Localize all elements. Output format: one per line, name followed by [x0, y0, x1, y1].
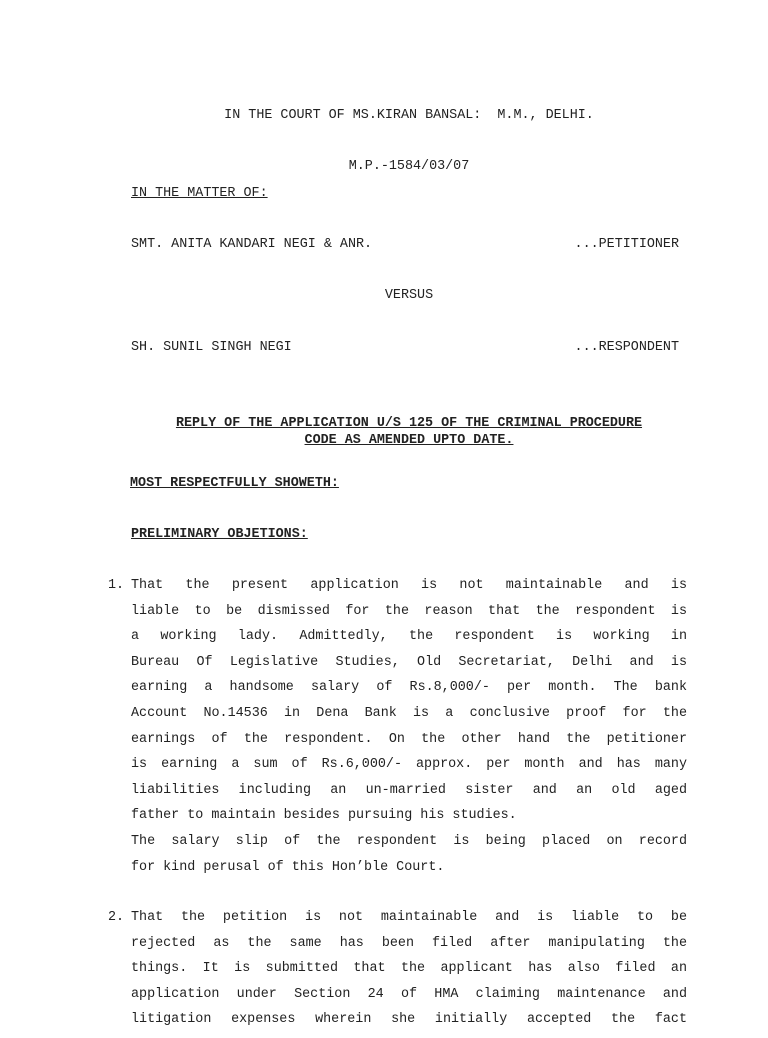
objection-line: That the petition is not maintainable and is liable to be: [131, 910, 687, 925]
respondent-role: ...RESPONDENT: [574, 340, 679, 355]
objection-line: Bureau Of Legislative Studies, Old Secretariat, Delhi and is: [131, 654, 687, 670]
objection-number: 2.: [108, 910, 125, 925]
preliminary-objections-heading: PRELIMINARY OBJETIONS:: [131, 527, 308, 542]
objection-line: is earning a sum of Rs.6,000/- approx. per month and has many: [131, 757, 687, 773]
objection-line: earnings of the respondent. On the other hand the petitioner: [131, 731, 687, 747]
court-heading: IN THE COURT OF MS.KIRAN BANSAL: M.M., DELHI.: [224, 108, 594, 123]
objection-text: [131, 910, 687, 1038]
objection-line: things. It is submitted that the applicant has also filed an: [131, 961, 687, 977]
showeth-heading: MOST RESPECTFULLY SHOWETH:: [130, 476, 339, 491]
objection-line: earning a handsome salary of Rs.8,000/- per month. The bank: [131, 680, 687, 696]
objection-line: That the present application is not maintainable and is: [131, 578, 687, 593]
objection-line: a working lady. Admittedly, the respondent is working in: [131, 629, 687, 645]
case-number: M.P.-1584/03/07: [348, 159, 470, 174]
objection-line: Account No.14536 in Dena Bank is a conclusive proof for the: [131, 705, 687, 721]
objection-line: liable to be dismissed for the reason that the respondent is: [131, 603, 687, 619]
objection-line: father to maintain besides pursuing his studies.: [131, 808, 517, 824]
objection-line: The salary slip of the respondent is being placed on record: [131, 833, 687, 849]
reply-title-line-2: CODE AS AMENDED UPTO DATE.: [304, 433, 514, 448]
objection-number: 1.: [108, 578, 125, 593]
objection-line: for kind perusal of this Hon’ble Court.: [131, 859, 445, 875]
versus-label: VERSUS: [384, 288, 434, 303]
objection-line: application under Section 24 of HMA claiming maintenance and: [131, 986, 687, 1002]
petitioner-row: [131, 237, 679, 253]
in-the-matter-label: IN THE MATTER OF:: [131, 186, 268, 201]
objection-text: [131, 578, 687, 885]
petitioner-name: SMT. ANITA KANDARI NEGI & ANR.: [131, 237, 373, 252]
respondent-name: SH. SUNIL SINGH NEGI: [131, 340, 292, 355]
objection-line: rejected as the same has been filed after manipulating the: [131, 935, 687, 951]
petitioner-role: ...PETITIONER: [574, 237, 679, 252]
objection-line: litigation expenses wherein she initially accepted the fact: [131, 1012, 687, 1028]
objection-line: liabilities including an un-married sister and an old aged: [131, 782, 687, 798]
reply-title-line-1: REPLY OF THE APPLICATION U/S 125 OF THE CRIMINAL PROCEDURE: [175, 416, 643, 431]
respondent-row: [131, 340, 679, 356]
